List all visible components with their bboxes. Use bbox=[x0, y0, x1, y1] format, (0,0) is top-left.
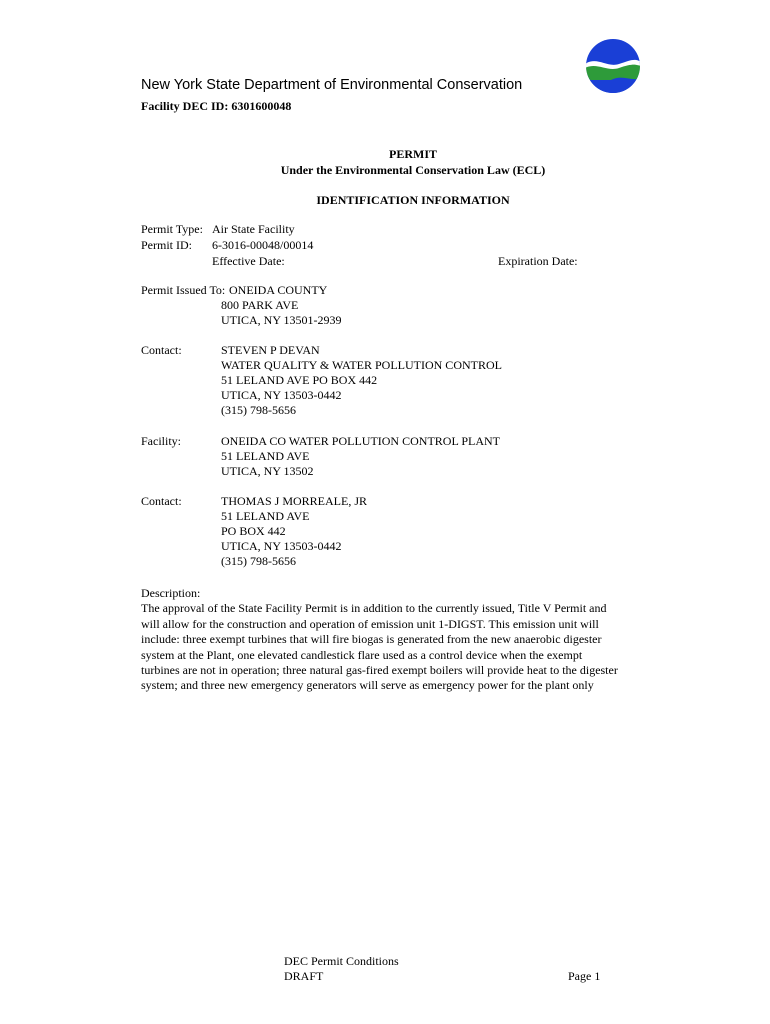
page-number: Page 1 bbox=[568, 969, 601, 983]
contact1-line: 51 LELAND AVE PO BOX 442 bbox=[221, 373, 378, 387]
permit-type-label: Permit Type: bbox=[141, 222, 203, 236]
contact1-line: (315) 798-5656 bbox=[221, 403, 296, 417]
agency-name: New York State Department of Environmental Conservation bbox=[141, 77, 523, 93]
issued-to-block bbox=[229, 283, 327, 298]
facility-line: UTICA, NY 13502 bbox=[221, 464, 314, 478]
footer-draft: DRAFT bbox=[284, 969, 324, 983]
facility-label: Facility: bbox=[141, 434, 181, 448]
footer-block bbox=[284, 954, 399, 984]
effective-date-label: Effective Date: bbox=[212, 254, 285, 268]
nysdec-logo-icon bbox=[585, 38, 641, 94]
facility-block bbox=[221, 434, 500, 479]
issued-to-line: 800 PARK AVE bbox=[221, 298, 299, 312]
description-section bbox=[141, 586, 621, 694]
contact2-line: 51 LELAND AVE bbox=[221, 509, 310, 523]
permit-id-label: Permit ID: bbox=[141, 238, 192, 252]
contact2-line: PO BOX 442 bbox=[221, 524, 286, 538]
permit-type-value: Air State Facility bbox=[212, 222, 295, 236]
issued-to-line: ONEIDA COUNTY bbox=[229, 283, 328, 297]
permit-subtitle: Under the Environmental Conservation Law (ECL) bbox=[280, 163, 546, 177]
description-text: The approval of the State Facility Permit is in addition to the currently issued, Title V Permit and will allow for the construction and operation of emission unit 1-DIGST. This emission unit will include: three exempt turbines that will fire biogas is generated from the new anaerobic digester system at the Plant, one elevated candlestick flare used as a control device when the exempt turbines are not in operation; three natural gas-fired exempt boilers will provide heat to the digester system; and three new emergency generators will serve as emergency power for the plant only bbox=[141, 601, 618, 693]
contact2-block bbox=[221, 494, 367, 569]
contact1-line: UTICA, NY 13503-0442 bbox=[221, 388, 342, 402]
issued-to-address bbox=[221, 298, 342, 328]
permit-title: PERMIT bbox=[389, 147, 437, 161]
expiration-date-label: Expiration Date: bbox=[498, 254, 578, 268]
contact1-label: Contact: bbox=[141, 343, 182, 357]
contact1-line: WATER QUALITY & WATER POLLUTION CONTROL bbox=[221, 358, 502, 372]
facility-line: ONEIDA CO WATER POLLUTION CONTROL PLANT bbox=[221, 434, 500, 448]
section-heading: IDENTIFICATION INFORMATION bbox=[316, 193, 510, 207]
permit-id-value: 6-3016-00048/00014 bbox=[212, 238, 314, 252]
issued-to-label: Permit Issued To: bbox=[141, 283, 226, 297]
description-label: Description: bbox=[141, 586, 201, 600]
contact2-line: (315) 798-5656 bbox=[221, 554, 296, 568]
contact1-line: STEVEN P DEVAN bbox=[221, 343, 320, 357]
contact2-line: THOMAS J MORREALE, JR bbox=[221, 494, 368, 508]
contact2-line: UTICA, NY 13503-0442 bbox=[221, 539, 342, 553]
facility-line: 51 LELAND AVE bbox=[221, 449, 310, 463]
issued-to-line: UTICA, NY 13501-2939 bbox=[221, 313, 342, 327]
contact1-block bbox=[221, 343, 502, 418]
footer-conditions: DEC Permit Conditions bbox=[284, 954, 399, 968]
facility-dec-id: Facility DEC ID: 6301600048 bbox=[141, 99, 292, 113]
contact2-label: Contact: bbox=[141, 494, 182, 508]
